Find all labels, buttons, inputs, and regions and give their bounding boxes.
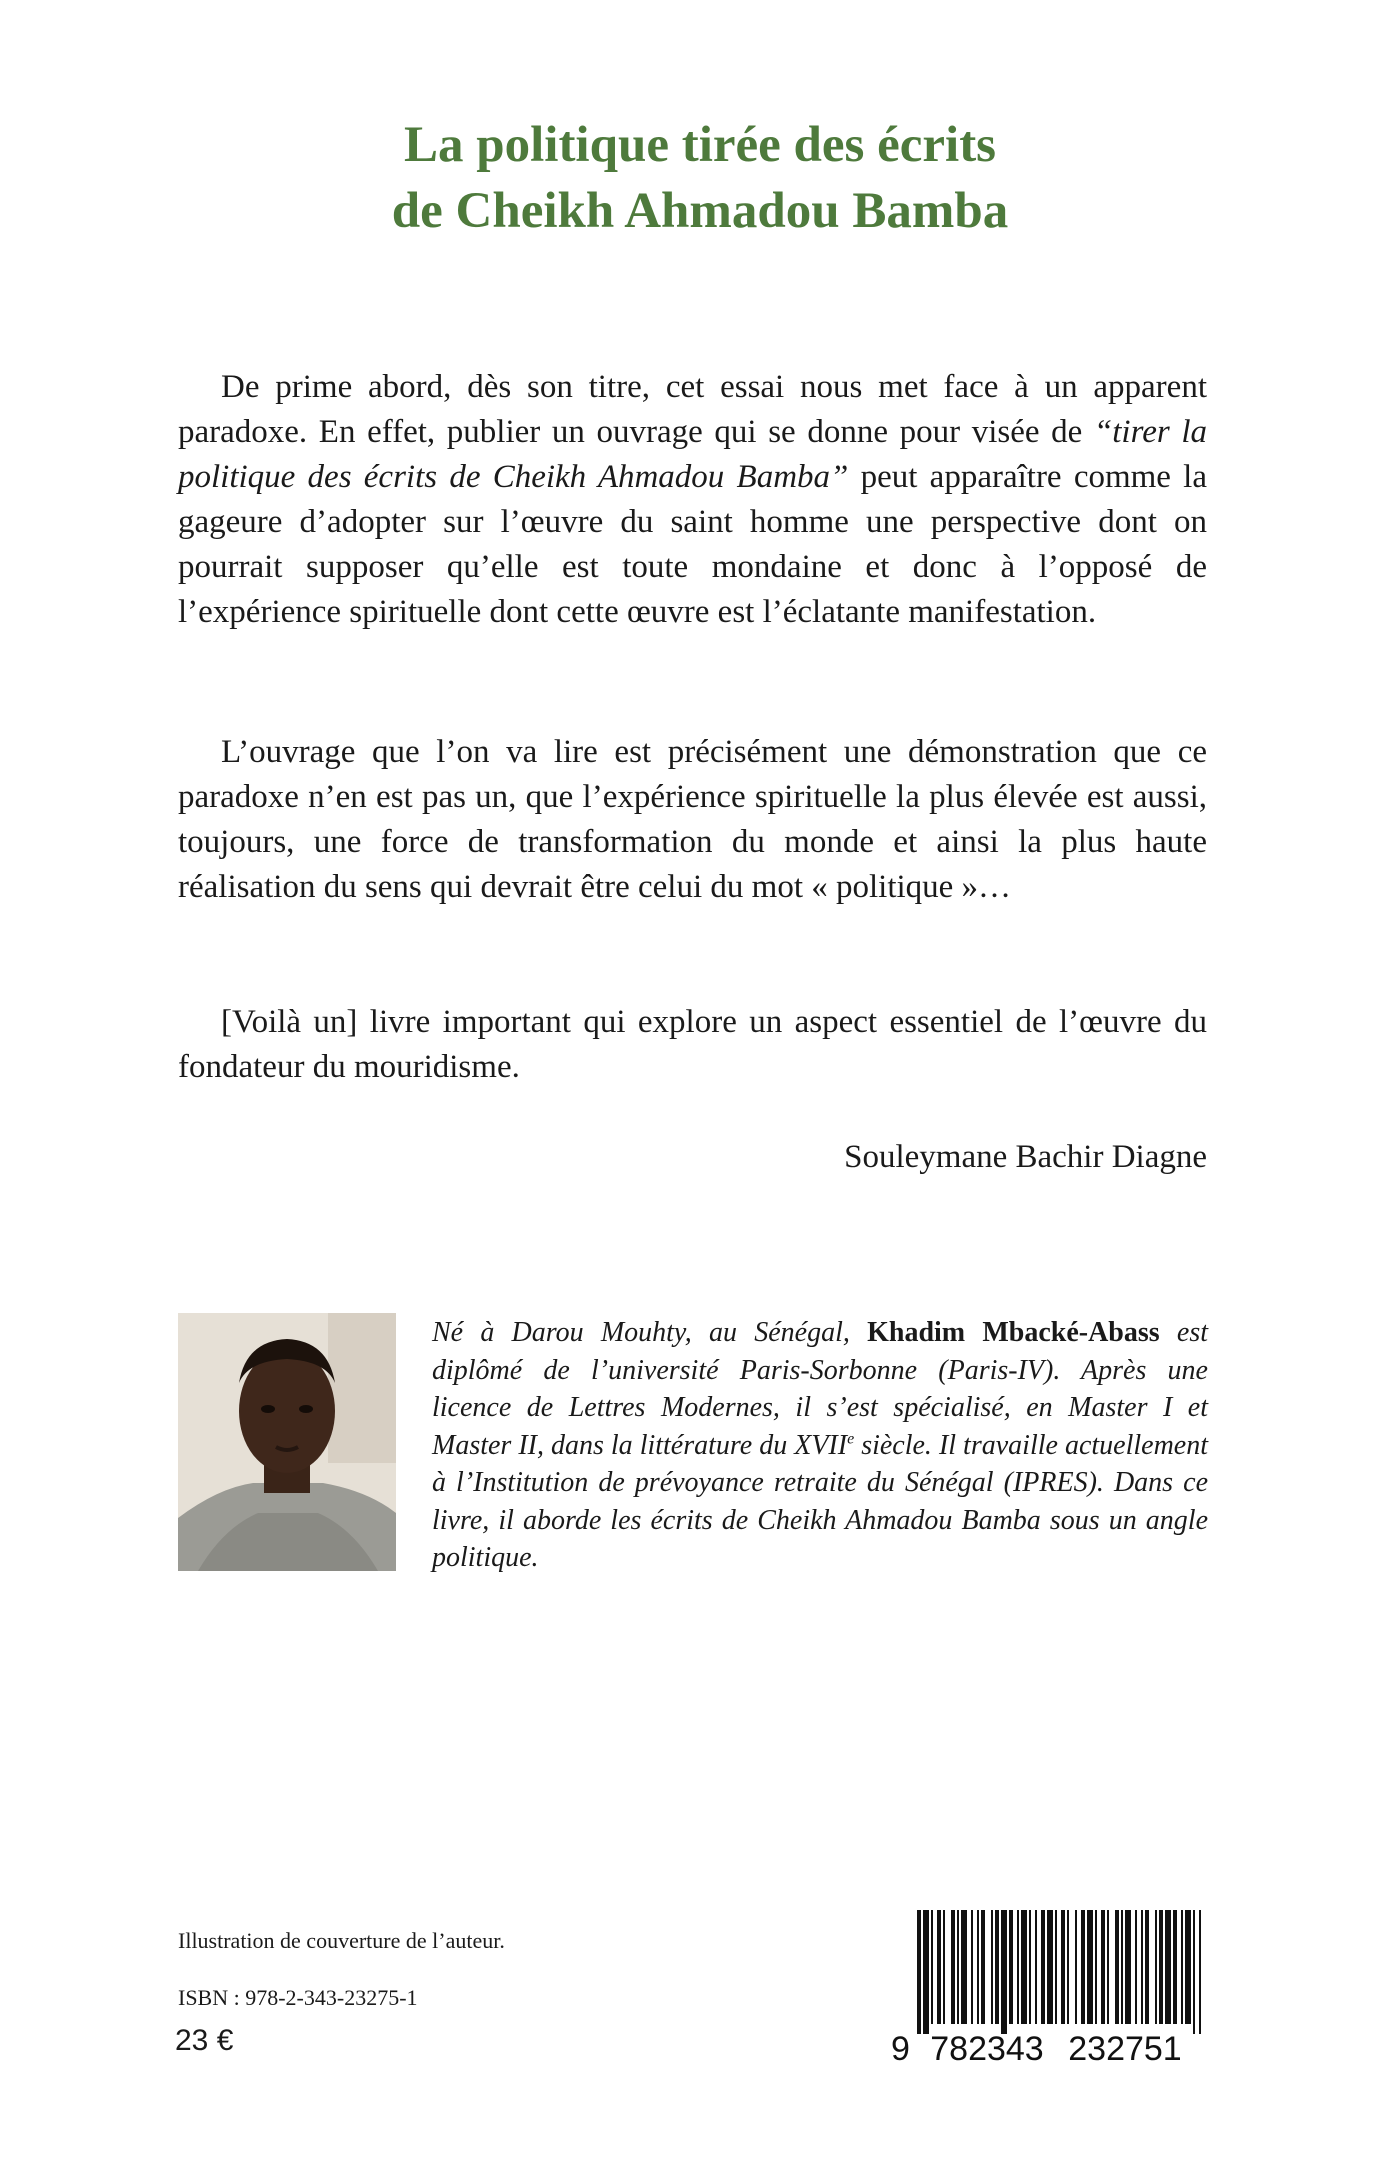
barcode [883,1908,1208,2066]
paragraph-3 [178,1000,1207,1090]
barcode-bar [1017,1910,1019,2024]
barcode-bar [1145,1910,1149,2024]
author-bio [432,1314,1208,1577]
barcode-bar [1165,1910,1171,2024]
barcode-bar [1159,1910,1163,2024]
paragraph-3-text: [Voilà un] livre important qui explore un aspect essentiel de l’œuvre du fondateur du mouridisme. [178,1004,1207,1085]
barcode-bar [1021,1910,1027,2024]
barcode-bar [971,1910,973,2024]
barcode-bar [1029,1910,1031,2024]
paragraph-2-text: L’ouvrage que l’on va lire est précisément une démonstration que ce paradoxe n’en est pas un, que l’expérience spirituelle la plus élevée est aussi, toujours, une force de transformation du monde et ainsi la plus haute réalisation du sens qui devrait être celui du mot « politique »… [178,734,1207,905]
barcode-bar [1101,1910,1105,2024]
bio-intro: Né à Darou Mouhty, au Sénégal, [432,1317,868,1348]
barcode-bar [981,1910,985,2024]
barcode-bar [961,1910,967,2024]
barcode-bar [957,1910,959,2024]
cover-illustration-credit: Illustration de couverture de l’auteur. [178,1928,505,1953]
barcode-digits-left: 782343 [930,2030,1044,2066]
barcode-bar [1075,1910,1077,2024]
barcode-bar [1185,1910,1191,2024]
barcode-bar [1001,1910,1007,2034]
barcode-bar [1061,1910,1065,2024]
barcode-digit-first: 9 [891,2030,910,2066]
barcode-bar [991,1910,993,2024]
paragraph-1-text-a: De prime abord, dès son titre, cet essai nous met face à un apparent paradoxe. En effet, publier un ouvrage qui se donne pour visée de [178,369,1207,450]
quote-signature: Souleymane Bachir Diagne [844,1139,1207,1175]
title-line-1: La politique tirée des écrits [403,117,997,173]
barcode-bar [1087,1910,1093,2024]
barcode-bar [1141,1910,1143,2024]
barcode-bar [1081,1910,1085,2024]
paragraph-2 [178,730,1207,910]
barcode-bar [1135,1910,1137,2024]
paragraph-1 [178,365,1207,635]
barcode-bar [1047,1910,1053,2024]
title-line-2: de Cheikh Ahmadou Bamba [391,183,1009,239]
barcode-bar [951,1910,955,2024]
barcode-bar [931,1910,933,2024]
paragraph-1-text-b: peut apparaître comme la gageure d’adopter sur l’œuvre du saint homme une perspective dont on pourrait supposer qu’elle est toute mondaine et donc à l’opposé de l’expérience spirituelle dont cette œuvre est l’éclatante manifestation. [178,459,1207,630]
barcode-bar [1125,1910,1131,2024]
barcode-bar [1121,1910,1123,2024]
price: 23 € [175,2024,234,2057]
barcode-bar [943,1910,945,2024]
book-title [0,112,1400,244]
author-portrait-illustration [178,1313,396,1571]
barcode-bar [1115,1910,1119,2024]
barcode-bar [1055,1910,1057,2024]
barcode-bar [1155,1910,1157,2024]
barcode-bar [1193,1910,1195,2034]
barcode-bar [1095,1910,1097,2024]
barcode-bar [1067,1910,1069,2024]
barcode-digits-right: 232751 [1068,2030,1182,2066]
barcode-bar [1107,1910,1109,2024]
barcode-bar [1035,1910,1037,2024]
barcode-bar [1199,1910,1201,2034]
paragraph-1-quote: “tirer la politique des écrits de Cheikh Ahmadou Bamba” [178,414,1207,495]
author-name: Khadim Mbacké-Abass [867,1317,1160,1348]
barcode-bar [937,1910,941,2024]
barcode-bar [923,1910,929,2034]
barcode-bar [1181,1910,1183,2024]
century-superscript: e [847,1430,855,1448]
barcode-bar [977,1910,979,2024]
barcode-bar [1173,1910,1177,2024]
barcode-bar [1009,1910,1013,2024]
bio-education: est diplômé de l’université Paris-Sorbonne (Paris-IV). Après une licence de Lettres Modernes, il s’est spécialisé, en Master I et Master II, dans la littérature du XVII [432,1317,1208,1461]
barcode-bar [995,1910,999,2024]
bio-career: siècle. Il travaille actuellement à l’Institution de prévoyance retraite du Sénégal (IPRES). Dans ce livre, il aborde les écrits de Cheikh Ahmadou Bamba sous un angle politique. [432,1429,1208,1573]
barcode-bar [1041,1910,1045,2024]
barcode-bars [883,1908,1208,2066]
isbn: ISBN : 978-2-343-23275-1 [178,1985,418,2010]
author-photo [178,1313,396,1571]
barcode-bar [917,1910,921,2034]
